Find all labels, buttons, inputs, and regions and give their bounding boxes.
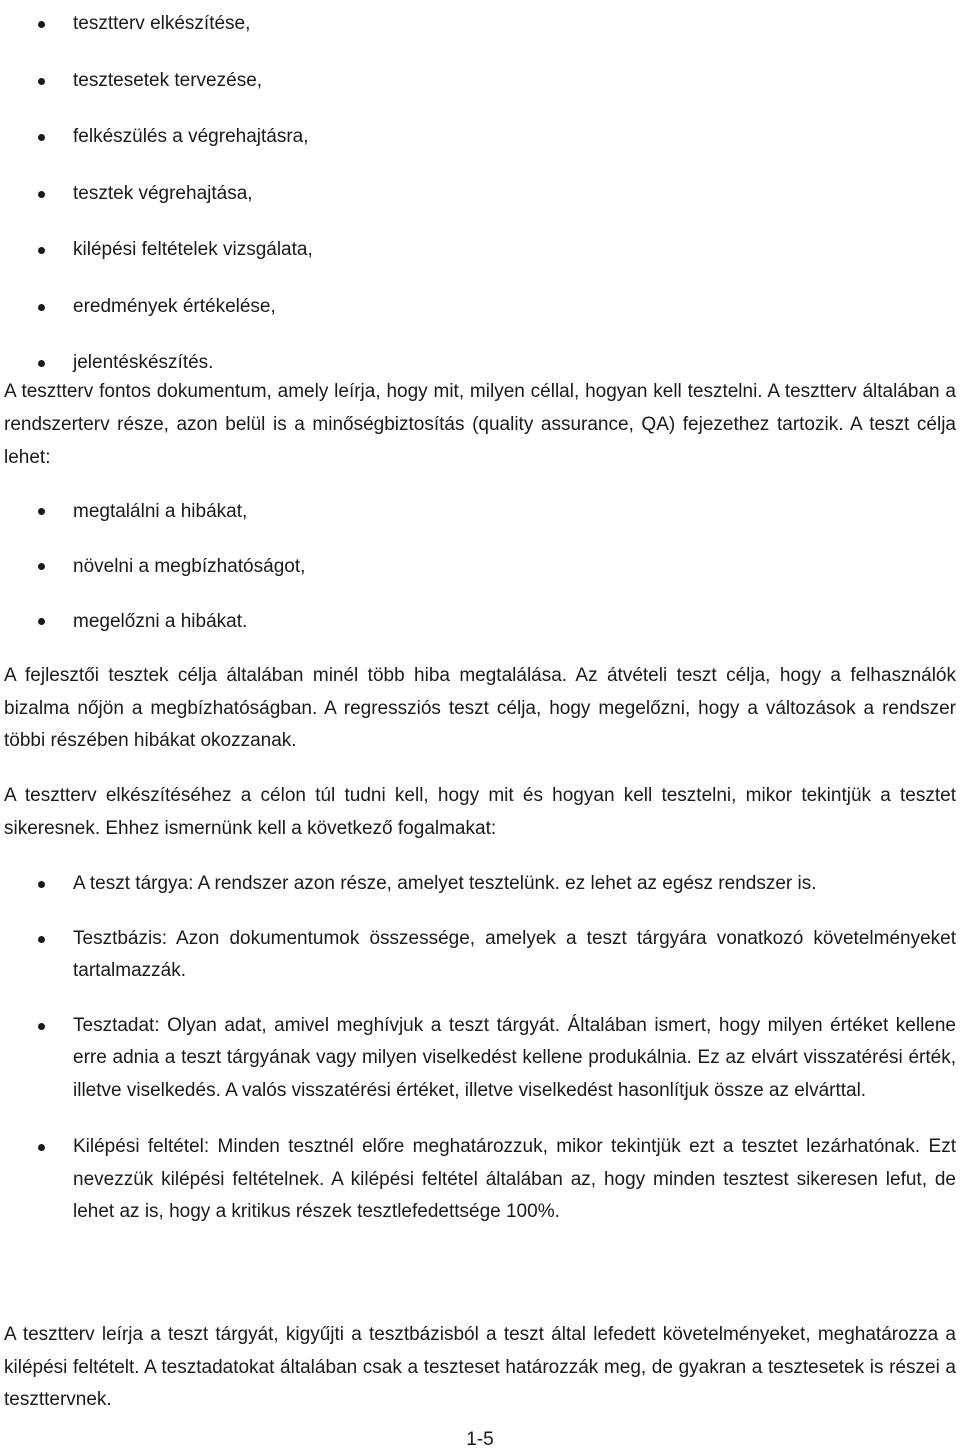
process-steps-list-block bbox=[0, 0, 960, 392]
paragraph-test-types: A fejlesztői tesztek célja általában minél több hiba megtalálása. Az átvételi teszt célja, hogy a felhasználók bizalma nőjön a megbízhatóságban. A regressziós teszt célja, hogy megelőzni, hogy a változások a rendszer többi részében hibákat okozzanak. bbox=[4, 665, 956, 751]
bullet-icon bbox=[38, 78, 45, 85]
list-item: eredmények értékelése, bbox=[0, 279, 960, 336]
list-item: jelentéskészítés. bbox=[0, 335, 960, 392]
bullet-icon bbox=[38, 1144, 45, 1151]
paragraph-tesztterv-summary: A tesztterv leírja a teszt tárgyát, kigyűjti a tesztbázisból a teszt által lefedett követelményeket, meghatározza a kilépési feltételt. A tesztadatokat általában csak a teszteset határozzák meg, de gyakran a tesztesetek is részei a teszttervnek. bbox=[4, 1324, 956, 1410]
list-item: kilépési feltételek vizsgálata, bbox=[0, 222, 960, 279]
test-goals-list-block bbox=[0, 484, 960, 649]
bullet-icon bbox=[38, 134, 45, 141]
bullet-icon bbox=[38, 191, 45, 198]
paragraph-tesztterv-intro: A tesztterv fontos dokumentum, amely leírja, hogy mit, milyen céllal, hogyan kell tesztelni. A tesztterv általában a rendszerterv része, azon belül is a minőségbiztosítás (quality assurance, QA) fejezethez tartozik. A teszt célja lehet: bbox=[4, 381, 956, 468]
page-number: 1-5 bbox=[466, 1429, 494, 1450]
bullet-icon bbox=[38, 360, 45, 367]
bullet-icon bbox=[38, 1023, 45, 1030]
paragraph-block bbox=[0, 660, 960, 758]
paragraph-concepts-intro: A tesztterv elkészítéséhez a célon túl tudni kell, hogy mit és hogyan kell tesztelni, mikor tekintjük a tesztet sikeresnek. Ehhez ismernünk kell a következő fogalmakat: bbox=[4, 785, 956, 839]
concepts-list-block bbox=[0, 868, 960, 1229]
bullet-icon bbox=[38, 21, 45, 28]
test-goals-list bbox=[0, 484, 960, 649]
paragraph-block bbox=[0, 375, 960, 474]
bullet-icon bbox=[38, 247, 45, 254]
list-item: tesztterv elkészítése, bbox=[0, 0, 960, 53]
list-item: tesztek végrehajtása, bbox=[0, 166, 960, 223]
paragraph-block bbox=[0, 1319, 960, 1417]
list-item: tesztesetek tervezése, bbox=[0, 53, 960, 110]
list-item: növelni a megbízhatóságot, bbox=[0, 539, 960, 594]
process-steps-list bbox=[0, 0, 960, 392]
list-item: megelőzni a hibákat. bbox=[0, 594, 960, 649]
list-item: Tesztbázis: Azon dokumentumok összessége, amelyek a teszt tárgyára vonatkozó követelményeket tartalmazzák. bbox=[0, 923, 960, 988]
list-item: A teszt tárgya: A rendszer azon része, amelyet tesztelünk. ez lehet az egész rendszer is. bbox=[0, 868, 960, 901]
bullet-icon bbox=[38, 304, 45, 311]
bullet-icon bbox=[38, 881, 45, 888]
list-item: felkészülés a végrehajtásra, bbox=[0, 109, 960, 166]
list-item: megtalálni a hibákat, bbox=[0, 484, 960, 539]
list-item: Tesztadat: Olyan adat, amivel meghívjuk a teszt tárgyát. Általában ismert, hogy milyen értéket kellene erre adnia a teszt tárgyának vagy milyen viselkedést kellene produkálnia. Ez az elvárt visszatérési érték, illetve viselkedés. A valós visszatérési értéket, illetve viselkedést hasonlítjuk össze az elvárttal. bbox=[0, 1010, 960, 1108]
bullet-icon bbox=[38, 936, 45, 943]
bullet-icon bbox=[38, 508, 45, 515]
bullet-icon bbox=[38, 618, 45, 625]
paragraph-block bbox=[0, 780, 960, 845]
bullet-icon bbox=[38, 563, 45, 570]
list-item: Kilépési feltétel: Minden tesztnél előre meghatározzuk, mikor tekintjük ezt a tesztet lezárhatónak. Ezt nevezzük kilépési feltételnek. A kilépési feltétel általában az, hogy minden tesztest sikeresen lefut, de lehet az is, hogy a kritikus részek tesztlefedettsége 100%. bbox=[0, 1131, 960, 1229]
concepts-list bbox=[0, 868, 960, 1229]
